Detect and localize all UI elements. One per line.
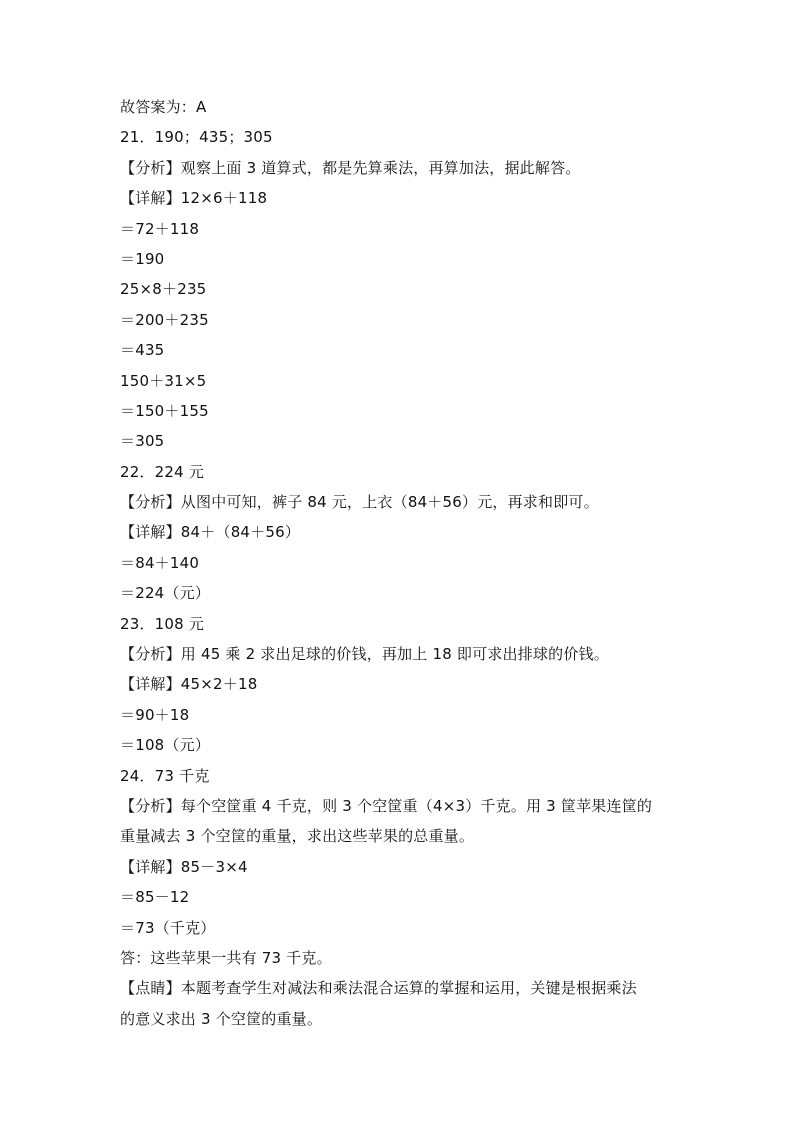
text-line: ＝108（元） bbox=[120, 736, 211, 755]
text-line: 【分析】从图中可知，裤子 84 元，上衣（84＋56）元，再求和即可。 bbox=[120, 493, 599, 512]
text-line: 【分析】用 45 乘 2 求出足球的价钱，再加上 18 即可求出排球的价钱。 bbox=[120, 645, 609, 664]
text-line: 【详解】12×6＋118 bbox=[120, 189, 268, 208]
text-line: 【详解】85－3×4 bbox=[120, 857, 248, 876]
text-line: 22．224 元 bbox=[120, 462, 205, 481]
text-line: 故答案为：A bbox=[120, 98, 207, 116]
text-line: 150＋31×5 bbox=[120, 371, 207, 390]
text-line: 25×8＋235 bbox=[120, 280, 207, 299]
text-line: 重量减去 3 个空筐的重量，求出这些苹果的总重量。 bbox=[120, 827, 475, 846]
text-line: ＝190 bbox=[120, 249, 165, 268]
text-line: 的意义求出 3 个空筐的重量。 bbox=[120, 1009, 323, 1028]
text-line: ＝73（千克） bbox=[120, 918, 216, 937]
text-line: 21．190；435；305 bbox=[120, 128, 273, 147]
text-line: ＝84＋140 bbox=[120, 553, 200, 572]
text-line: 【详解】84＋（84＋56） bbox=[120, 523, 301, 542]
text-line: ＝305 bbox=[120, 432, 165, 451]
text-line: ＝435 bbox=[120, 341, 165, 360]
text-line: ＝150＋155 bbox=[120, 401, 209, 420]
answer-text-block bbox=[120, 92, 700, 1034]
text-line: ＝72＋118 bbox=[120, 219, 200, 238]
text-line: 【分析】观察上面 3 道算式，都是先算乘法，再算加法，据此解答。 bbox=[120, 158, 581, 177]
text-line: ＝90＋18 bbox=[120, 705, 190, 724]
text-line: 24．73 千克 bbox=[120, 766, 210, 785]
text-line: ＝200＋235 bbox=[120, 310, 209, 329]
text-line: ＝224（元） bbox=[120, 584, 211, 603]
text-line: ＝85－12 bbox=[120, 888, 190, 907]
text-line: 【点睛】本题考查学生对减法和乘法混合运算的掌握和运用，关键是根据乘法 bbox=[120, 979, 637, 998]
text-line: 23．108 元 bbox=[120, 614, 205, 633]
text-line: 答：这些苹果一共有 73 千克。 bbox=[120, 948, 332, 967]
text-line: 【分析】每个空筐重 4 千克，则 3 个空筐重（4×3）千克。用 3 筐苹果连筐的 bbox=[120, 796, 653, 815]
text-line: 【详解】45×2＋18 bbox=[120, 675, 258, 694]
